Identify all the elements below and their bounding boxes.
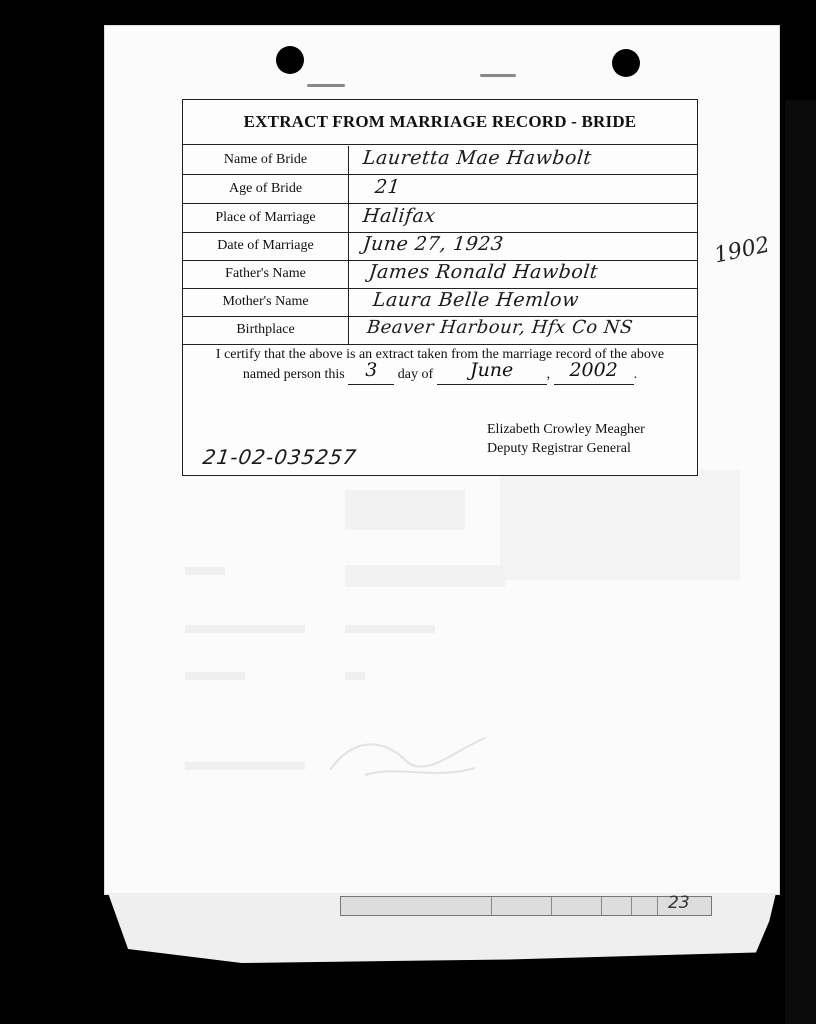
certification-text: day of [397,367,434,382]
certification-month: June [469,359,514,381]
field-label: Age of Bride [183,175,349,203]
bleed-through-text [185,762,305,770]
strip-handwritten-note: 23 [668,893,690,913]
form-title: EXTRACT FROM MARRIAGE RECORD - BRIDE [183,100,697,145]
row-birthplace [183,316,697,345]
row-fathers-name [183,260,697,289]
field-value: Beaver Harbour, Hfx Co NS [365,317,635,338]
field-value: James Ronald Hawbolt [367,261,600,283]
bleed-through-text [345,672,365,680]
row-name-of-bride [183,146,697,175]
field-label: Date of Marriage [183,232,349,260]
field-value: 21 [373,176,402,198]
bleed-through-text [500,470,740,580]
bleed-through-text [345,565,505,587]
punch-hole-left [276,46,304,74]
field-value: Lauretta Mae Hawbolt [361,147,593,169]
staple-mark [480,74,516,77]
row-place-of-marriage [183,204,697,233]
field-label: Name of Bride [183,146,349,174]
field-label: Father's Name [183,260,349,288]
signer-title: Deputy Registrar General [487,441,631,456]
certification-day: 3 [365,359,378,381]
scanner-background [785,100,816,1024]
field-label: Place of Marriage [183,204,349,232]
row-mothers-name [183,288,697,317]
bleed-through-text [185,672,245,680]
certification-text: named person this [242,367,345,382]
certification-statement [183,345,697,385]
field-value: Laura Belle Hemlow [371,289,581,311]
row-date-of-marriage [183,232,697,261]
punch-hole-right [612,49,640,77]
label-strip [340,896,712,916]
marriage-extract-form [182,99,698,476]
bleed-through-text [345,490,465,530]
field-value: June 27, 1923 [361,233,505,255]
certification-line-1: I certify that the above is an extract taken from the marriage record of the above [215,347,665,362]
month-blank [437,359,547,385]
bleed-through-signature [325,730,495,785]
signer-block [487,420,645,458]
margin-handwritten-year: 1902 [712,232,772,269]
bleed-through-text [185,567,225,575]
bleed-through-text [345,625,435,633]
registration-number: 21-02-035257 [201,445,359,469]
year-blank [554,359,634,385]
staple-mark [307,84,345,87]
bleed-through-text [185,625,305,633]
certification-year: 2002 [569,359,618,381]
day-blank [348,359,394,385]
certification-line-2: named person this 3 day of June , 2002 . [183,365,697,385]
signer-name: Elizabeth Crowley Meagher [487,422,645,437]
field-value: Halifax [361,205,437,227]
row-age-of-bride [183,175,697,204]
field-label: Mother's Name [183,288,349,316]
field-label: Birthplace [183,316,349,344]
